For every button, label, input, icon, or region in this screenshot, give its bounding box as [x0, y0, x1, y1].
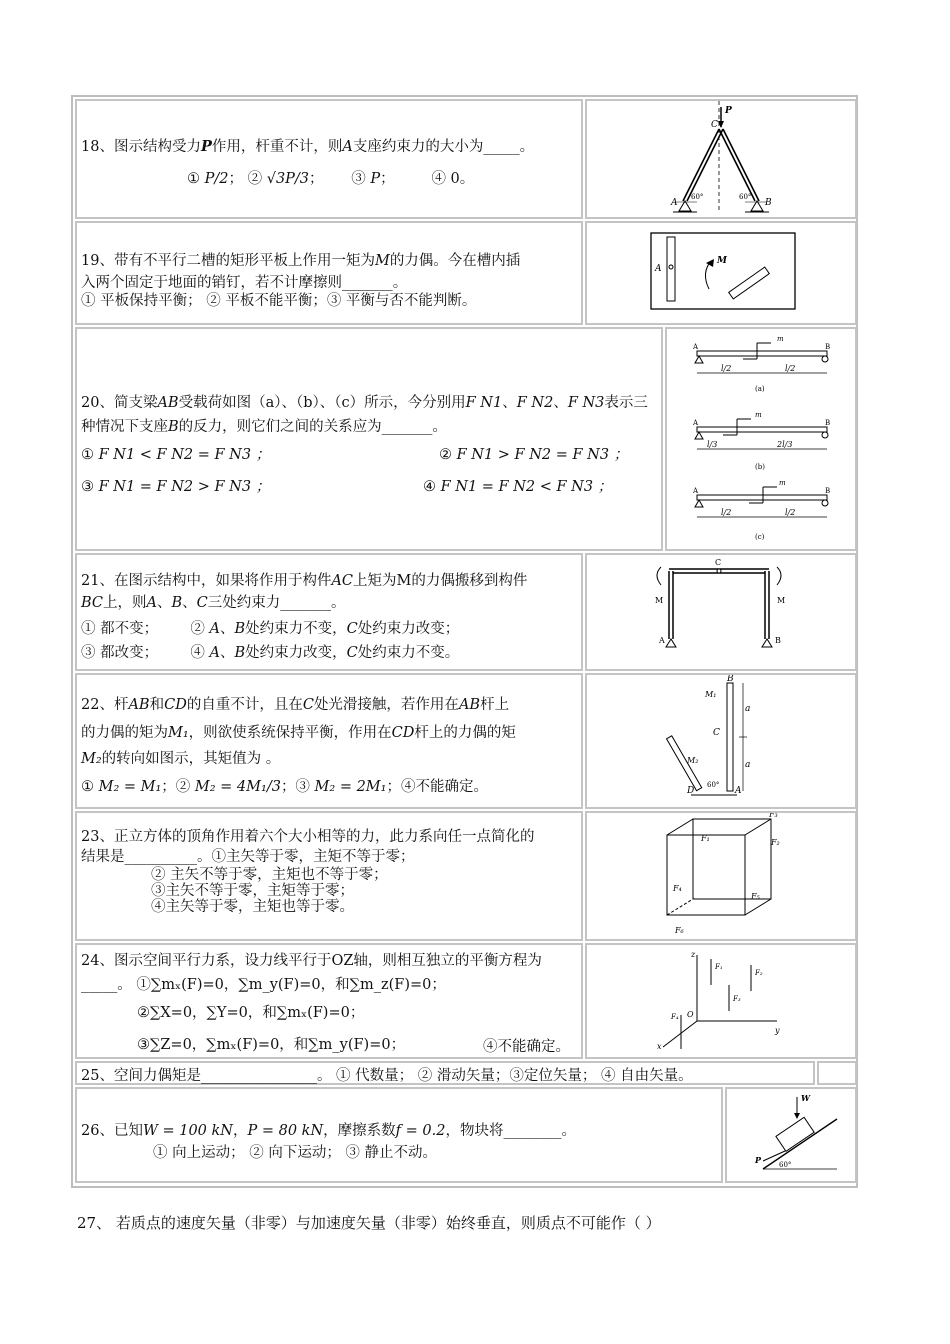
q23-label-f4: F₄	[673, 884, 682, 893]
q21-option-1: ① 都不变；	[81, 621, 159, 637]
q20-symbol-fn1: F N1	[465, 395, 503, 411]
q24-option-3: ③∑Z=0，∑mₓ(F)=0，和∑m_y(F)=0；	[137, 1037, 406, 1053]
q19-text-2: 入两个固定于地面的销钉，若不计摩擦则_______。	[81, 275, 408, 291]
q22-label-a: A	[735, 786, 742, 796]
q22-option-4: ；④不能确定。	[386, 779, 488, 795]
beam-a-dim-1: l/2	[721, 364, 732, 373]
q20-option-4: ④	[423, 479, 436, 495]
q26-label-w: W	[801, 1093, 810, 1103]
q26-value-w: W = 100 kN	[142, 1123, 233, 1139]
q21-option-4-a: A	[209, 645, 220, 661]
beam-b-label-m: m	[755, 411, 762, 419]
q25-cell	[75, 1061, 815, 1085]
q24-option-2: ②∑X=0，∑Y=0，和∑mₓ(F)=0；	[137, 1005, 365, 1021]
q23-figure-cell	[585, 811, 857, 941]
q21-symbol-a: A	[146, 595, 158, 611]
q21-option-4-text-b: 处约束力不变。	[357, 645, 460, 661]
q26-incline-figure	[727, 1089, 855, 1181]
q22-symbol-cd-2: CD	[391, 725, 415, 741]
q24-figure-cell	[585, 943, 857, 1059]
beam-c-caption: (c)	[755, 533, 765, 541]
question-table	[71, 95, 858, 1188]
q20-symbol-b: B	[168, 419, 179, 435]
q23-text-2: 结果是__________。①主矢等于零，主矩不等于零；	[81, 849, 415, 865]
beam-b-label-b: B	[825, 419, 831, 427]
q18-symbol-a: A	[342, 139, 353, 155]
q20-symbol-fn2: F N2	[516, 395, 554, 411]
q22-and: 和	[149, 697, 165, 713]
q22-symbol-c: C	[302, 697, 314, 713]
q24-label-f2: F₂	[755, 969, 763, 977]
q20-option-3: ③	[81, 479, 94, 495]
q20-text-2: 种情况下支座	[81, 419, 168, 435]
q19-text: 19、带有不平行二槽的矩形平板上作用一矩为	[81, 253, 375, 269]
q22-symbol-ab: AB	[128, 697, 150, 713]
q20-option-2: ②	[439, 447, 452, 463]
q18-option-3: ③	[351, 171, 366, 187]
q22-option-2: ；②	[161, 779, 191, 795]
q21-frame-figure	[587, 555, 855, 669]
q22-option-3-value: M₂ = 2M₁	[314, 779, 387, 795]
q18-option-2: ； ②	[228, 171, 263, 187]
q22-symbol-m1: M₁	[168, 725, 189, 741]
beam-c-dim-2: l/2	[785, 508, 796, 517]
q24-label-f3: F₃	[733, 995, 741, 1003]
q18-label-a: A	[671, 198, 678, 208]
q20-option-3-value: F N1 = F N2 > F N3 ；	[98, 479, 271, 495]
q21-symbol-ac: AC	[331, 573, 354, 589]
beam-a-dim-2: l/2	[785, 364, 796, 373]
q18-sep: ；	[309, 171, 324, 187]
q20-option-1: ①	[81, 447, 94, 463]
q24-label-f4: F₄	[671, 1013, 679, 1021]
q24-text-cell	[75, 943, 583, 1059]
q21-label-b: B	[775, 636, 781, 645]
q18-text-b: 作用，杆重不计，则	[211, 139, 343, 155]
q22-dim-a-2: a	[745, 760, 751, 770]
q20-text-c: 表示三	[604, 395, 648, 411]
q22-text-2b: ，则欲使系统保持平衡，作用在	[188, 725, 392, 741]
q21-text-b: 上矩为M的力偶搬移到构件	[353, 573, 528, 589]
beam-a	[692, 335, 830, 393]
q19-label-a: A	[655, 264, 662, 274]
q22-option-2-value: M₂ = 4M₁/3	[194, 779, 281, 795]
q24-axes-figure	[587, 945, 855, 1057]
q20-option-4-value: F N1 = F N2 < F N3 ；	[440, 479, 613, 495]
q18-option-2-value: √3P/3	[266, 171, 310, 187]
q20-option-2-value: F N1 > F N2 = F N3 ；	[456, 447, 629, 463]
q26-text-c: ，物块将________。	[445, 1123, 576, 1139]
q22-text: 22、杆	[81, 697, 129, 713]
beam-c	[692, 479, 830, 541]
q21-option-4: ④	[190, 645, 205, 661]
q21-option-2-b: B	[234, 621, 246, 637]
q21-label-m-right: M	[777, 596, 786, 605]
q18-option-1-value: P/2	[204, 171, 229, 187]
q22-label-d: D	[687, 786, 695, 796]
q27-text: 27、 若质点的速度矢量（非零）与加速度矢量（非零）始终垂直，则质点不可能作（ ）	[77, 1214, 661, 1232]
q18-text-c: 支座约束力的大小为_____。	[352, 139, 535, 155]
q26-value-f: f = 0.2	[395, 1123, 446, 1139]
q23-text-cell	[75, 811, 583, 941]
q24-axis-y: y	[775, 1026, 780, 1035]
beam-a-caption: (a)	[755, 385, 765, 393]
q18-label-b: B	[765, 198, 772, 208]
q26-text: 26、已知	[81, 1123, 143, 1139]
q21-option-4-b: B	[234, 645, 246, 661]
q19-text-cell	[75, 221, 583, 325]
q21-symbol-bc: BC	[81, 595, 104, 611]
q19-options: ① 平板保持平衡； ② 平板不能平衡；③ 平衡与否不能判断。	[81, 293, 477, 309]
q18-angle-left: 60°	[691, 193, 704, 201]
q22-angle: 60°	[707, 781, 720, 789]
q20-beam-figure	[667, 329, 855, 549]
q24-option-4: ④不能确定。	[483, 1039, 570, 1055]
q22-label-m2: M₂	[687, 756, 699, 765]
q22-text-2: 的力偶的矩为	[81, 725, 168, 741]
q20-text-2b: 的反力，则它们之间的关系应为_______。	[178, 419, 447, 435]
q23-label-f6: F₆	[675, 926, 684, 935]
q21-text-2b: 三处约束力_______。	[207, 595, 346, 611]
q18-angle-right: 60°	[739, 193, 752, 201]
q23-label-f3: F₃	[769, 813, 778, 819]
q22-text-cell	[75, 673, 583, 809]
q26-text-b: ，摩擦系数	[323, 1123, 396, 1139]
q18-label-c: C	[711, 120, 718, 130]
q23-option-3: ③主矢不等于零，主矩等于零；	[151, 883, 354, 899]
q23-cube-figure	[587, 813, 855, 939]
q22-option-3: ；③	[280, 779, 310, 795]
q19-plate-figure	[587, 223, 855, 323]
q21-symbol-c: C	[196, 595, 208, 611]
q26-sep: ，	[232, 1123, 248, 1139]
q18-label-p: P	[725, 106, 732, 116]
q18-sep-2: ；	[380, 171, 395, 187]
q18-figure-cell	[585, 99, 857, 219]
q24-text: 24、图示空间平行力系，设力线平行于OZ轴，则相互独立的平衡方程为	[81, 953, 542, 969]
q18-text: 18、图示结构受力	[81, 139, 201, 155]
q23-option-4: ④主矢等于零，主矩也等于零。	[151, 899, 354, 915]
q21-figure-cell	[585, 553, 857, 671]
q24-option-1: _____。 ①∑mₓ(F)=0，∑m_y(F)=0，和∑m_z(F)=0；	[81, 977, 446, 993]
q20-figure-cell	[665, 327, 857, 551]
q21-label-a: A	[659, 636, 665, 645]
beam-a-label-a: A	[693, 343, 699, 351]
q21-option-2: ②	[190, 621, 205, 637]
q25-empty-cell	[817, 1061, 857, 1085]
q26-label-p: P	[755, 1155, 762, 1165]
q19-label-m: M	[717, 256, 727, 266]
q21-option-2-text-b: 处约束力改变；	[357, 621, 460, 637]
q20-text: 20、简支梁	[81, 395, 158, 411]
q26-text-cell	[75, 1087, 723, 1183]
beam-b	[692, 411, 830, 471]
q18-option-1: ①	[187, 171, 200, 187]
q20-text-b: 受载荷如图（a）、（b）、（c）所示，今分别用	[178, 395, 466, 411]
q21-option-2-c: C	[346, 621, 358, 637]
q26-figure-cell	[725, 1087, 857, 1183]
q20-symbol-fn3: F N3	[567, 395, 605, 411]
q23-text: 23、正立方体的顶角作用着六个大小相等的力，此力系向任一点简化的	[81, 829, 535, 845]
beam-c-label-b: B	[825, 487, 831, 495]
q20-symbol-ab: AB	[157, 395, 179, 411]
beam-c-label-a: A	[693, 487, 699, 495]
q22-text-c: 处光滑接触，若作用在	[313, 697, 459, 713]
q18-option-3-value: P	[370, 171, 381, 187]
q18-option-4: ④ 0。	[431, 171, 475, 187]
q21-text-2: 上，则	[103, 595, 147, 611]
q21-option-4-text: 处约束力改变，	[245, 645, 347, 661]
q20-text-cell: 20、简支梁AB受载荷如图（a）、（b）、（c）所示，今分别用F N1、F N2、F N3表示三 种情况下支座B的反力，则它们之间的关系应为_______。 ① F N1 < F N2 = F N3 ； ② F N1 > F N2 = F N3 ； ③ F N1 = F N2 > F N3 ； ④ F N1 = F N2 < F N3 ；	[75, 327, 663, 551]
q21-option-3: ③ 都改变；	[81, 645, 159, 661]
q24-axis-x: x	[657, 1042, 662, 1051]
q26-value-p: P = 80 kN	[247, 1123, 324, 1139]
q21-option-2-a: A	[209, 621, 220, 637]
beam-b-label-a: A	[693, 419, 699, 427]
q22-text-d: 杆上	[480, 697, 510, 713]
q22-option-1: ①	[81, 779, 94, 795]
q22-option-1-value: M₂ = M₁	[98, 779, 162, 795]
q19-figure-cell	[585, 221, 857, 325]
q22-dim-a-1: a	[745, 704, 751, 714]
q23-label-f1: F₁	[701, 834, 710, 843]
beam-b-dim-2: 2l/3	[777, 440, 793, 449]
q22-text-b: 的自重不计，且在	[186, 697, 303, 713]
q19-text-b: 的力偶。今在槽内插	[389, 253, 521, 269]
beam-b-caption: (b)	[755, 463, 765, 471]
q20-option-1-value: F N1 < F N2 = F N3 ；	[98, 447, 271, 463]
q21-label-c: C	[715, 558, 722, 567]
q22-symbol-m2: M₂	[81, 751, 102, 767]
beam-a-label-m: m	[777, 335, 784, 343]
q23-label-f5: F₅	[751, 892, 760, 901]
q22-figure-cell	[585, 673, 857, 809]
q22-symbol-ab-2: AB	[458, 697, 481, 713]
beam-c-dim-1: l/2	[721, 508, 732, 517]
q26-angle: 60°	[779, 1161, 792, 1169]
q26-options: ① 向上运动； ② 向下运动； ③ 静止不动。	[153, 1145, 438, 1161]
q23-label-f2: F₂	[771, 838, 780, 847]
q24-axis-z: z	[691, 950, 696, 959]
beam-a-label-b: B	[825, 343, 831, 351]
q18-text-cell	[75, 99, 583, 219]
q21-text-cell: 21、在图示结构中，如果将作用于构件AC上矩为M的力偶搬移到构件 BC上，则A、B、C三处约束力_______。 ① 都不变； ② A、B处约束力不变，C处约束力改变； ③ 都改变； ④ A、B处约束力改变，C处约束力不变。	[75, 553, 583, 671]
beam-b-dim-1: l/3	[707, 440, 718, 449]
q18-truss-figure	[587, 101, 855, 217]
q21-option-2-text: 处约束力不变，	[245, 621, 347, 637]
q22-rods-figure	[587, 675, 855, 807]
q19-symbol-m: M	[374, 253, 390, 269]
q21-label-m-left: M	[655, 596, 664, 605]
q22-label-b: B	[727, 675, 734, 684]
q22-label-m1: M₁	[705, 690, 717, 699]
q22-text-3: 的转向如图示，其矩值为 。	[101, 751, 281, 767]
beam-c-label-m: m	[779, 479, 786, 487]
q22-symbol-cd: CD	[164, 697, 187, 713]
q22-label-c: C	[713, 728, 720, 738]
q24-origin: O	[687, 1010, 694, 1019]
q25-text: 25、空间力偶矩是________________。 ① 代数量； ② 滑动矢量；③定位矢量； ④ 自由矢量。	[81, 1068, 693, 1084]
q23-option-2: ② 主矢不等于零，主矩也不等于零；	[151, 867, 388, 883]
q24-label-f1: F₁	[715, 963, 723, 971]
q21-symbol-b: B	[171, 595, 183, 611]
q22-text-2c: 杆上的力偶的矩	[414, 725, 516, 741]
q18-symbol-p: P	[200, 138, 212, 155]
q21-text: 21、在图示结构中，如果将作用于构件	[81, 573, 332, 589]
q21-option-4-c: C	[346, 645, 358, 661]
